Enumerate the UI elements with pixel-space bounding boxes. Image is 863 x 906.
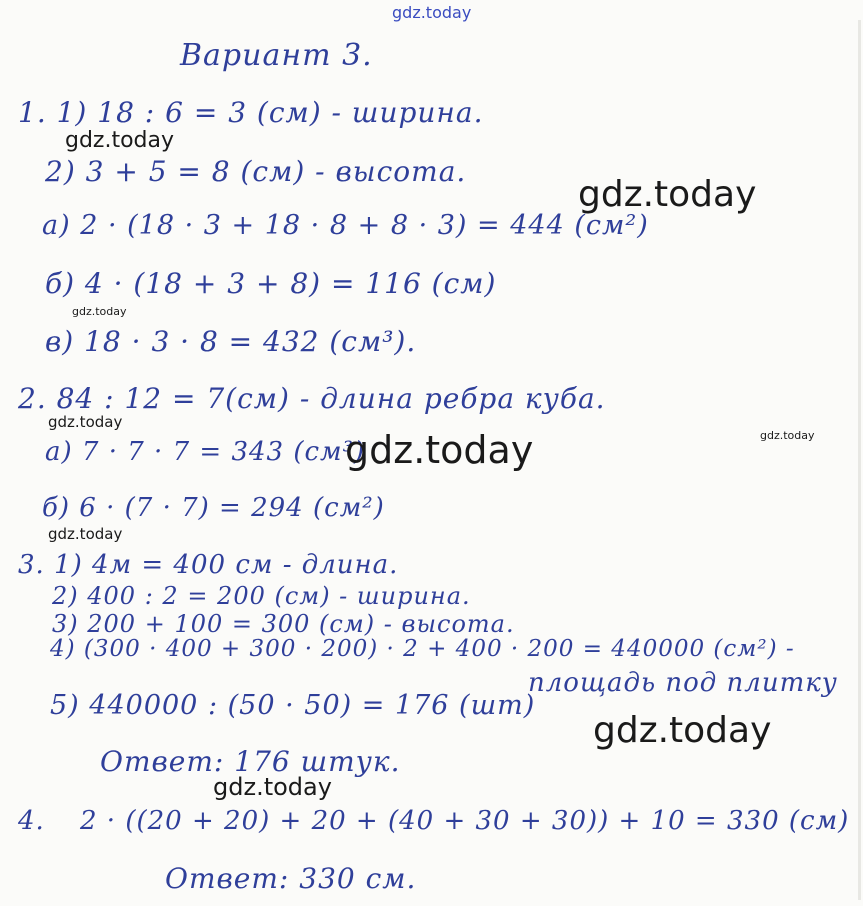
task3-step2: 2) 400 : 2 = 200 (см) - ширина. xyxy=(52,582,471,610)
watermark-tiny-1: gdz.today xyxy=(72,305,127,318)
task3-step1: 3. 1) 4м = 400 см - длина. xyxy=(18,550,399,580)
task1-step2: 2) 3 + 5 = 8 (см) - высота. xyxy=(45,155,467,188)
task2-part-b: б) 6 · (7 · 7) = 294 (см²) xyxy=(42,493,385,523)
task3-step5: 5) 440000 : (50 · 50) = 176 (шт) xyxy=(50,690,536,721)
task1-step1: 1. 1) 18 : 6 = 3 (см) - ширина. xyxy=(18,96,484,129)
watermark-tiny-2: gdz.today xyxy=(760,429,815,442)
watermark-large-3: gdz.today xyxy=(593,710,772,751)
watermark-top: gdz.today xyxy=(392,3,472,22)
page-edge xyxy=(858,20,861,900)
watermark-large-1: gdz.today xyxy=(578,174,757,215)
task3-step4-note: площадь под плитку xyxy=(528,668,838,698)
task4-line: 2 · ((20 + 20) + 20 + (40 + 30 + 30)) + 10 = 330 (см) xyxy=(80,806,850,836)
watermark-large-2: gdz.today xyxy=(345,428,534,472)
task3-answer: Ответ: 176 штук. xyxy=(100,745,401,778)
task4-answer: Ответ: 330 см. xyxy=(165,862,417,895)
task3-step4: 4) (300 · 400 + 300 · 200) · 2 + 400 · 200 = 440000 (см²) - xyxy=(50,636,795,662)
watermark-small-4: gdz.today xyxy=(213,773,332,801)
task1-part-b: б) 4 · (18 + 3 + 8) = 116 (см) xyxy=(45,267,497,300)
task1-part-v: в) 18 · 3 · 8 = 432 (см³). xyxy=(45,325,417,358)
task2-line: 2. 84 : 12 = 7(см) - длина ребра куба. xyxy=(18,382,606,415)
watermark-small-3: gdz.today xyxy=(48,525,123,543)
task1-part-a: а) 2 · (18 · 3 + 18 · 8 + 8 · 3) = 444 (см²) xyxy=(42,210,649,241)
task4-number: 4. xyxy=(18,806,45,836)
variant-title: Вариант 3. xyxy=(180,38,373,73)
watermark-small-2: gdz.today xyxy=(48,413,123,431)
task2-part-a: а) 7 · 7 · 7 = 343 (см³) xyxy=(45,437,366,467)
task3-step3: 3) 200 + 100 = 300 (см) - высота. xyxy=(52,610,515,638)
watermark-small-1: gdz.today xyxy=(65,128,175,153)
